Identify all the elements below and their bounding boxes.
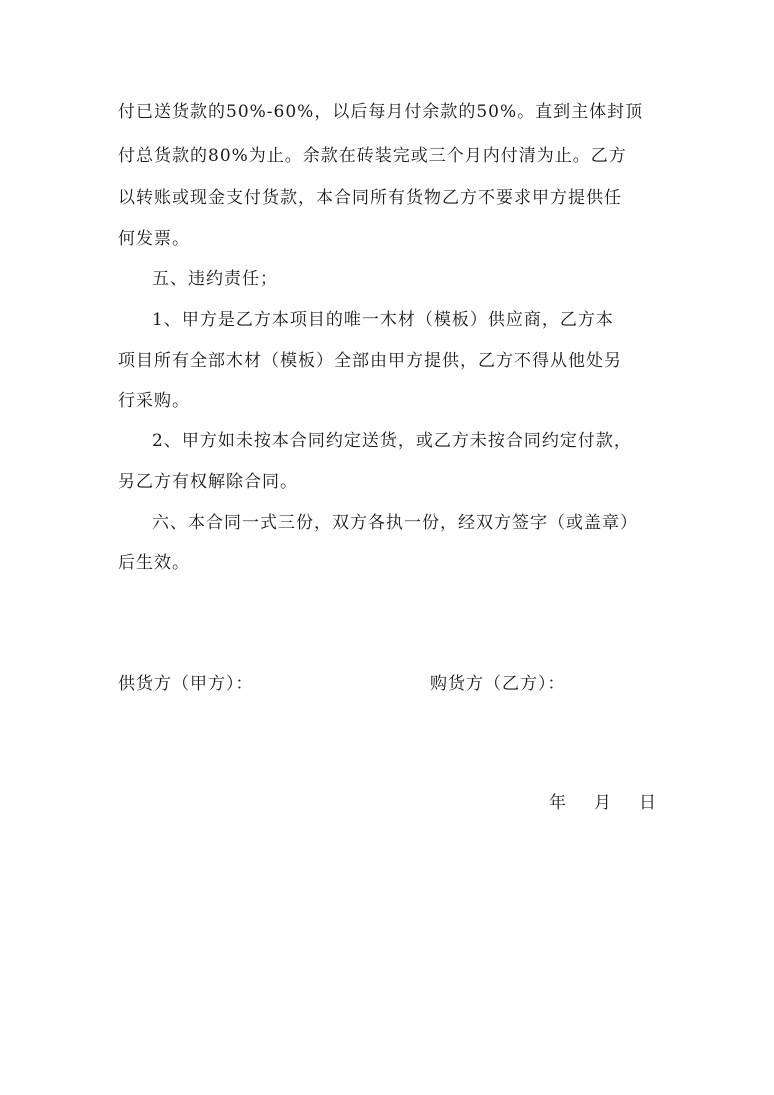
section-six-line-2: 后生效。 — [118, 553, 190, 573]
section-five-heading: 五、违约责任； — [152, 269, 278, 289]
payment-line-3: 以转账或现金支付货款，本合同所有货物乙方不要求甲方提供任 — [118, 188, 622, 208]
clause-2-line-1: 2、甲方如未按本合同约定送货，或乙方未按合同约定付款， — [152, 431, 632, 451]
supplier-signature-label: 供货方（甲方）： — [118, 674, 254, 694]
date-day: 日 — [639, 793, 656, 813]
clause-1-line-3: 行采购。 — [118, 391, 190, 411]
clause-1-line-1: 1、甲方是乙方本项目的唯一木材（模板）供应商，乙方本 — [152, 310, 614, 330]
payment-line-2: 付总货款的80%为止。余款在砖装完或三个月内付清为止。乙方 — [118, 146, 627, 166]
date-year: 年 — [549, 793, 566, 813]
buyer-signature-label: 购货方（乙方）： — [430, 674, 566, 694]
date-line — [549, 795, 656, 812]
clause-1-line-2: 项目所有全部木材（模板）全部由甲方提供，乙方不得从他处另 — [118, 351, 622, 371]
payment-line-4: 何发票。 — [118, 229, 190, 249]
clause-2-line-2: 另乙方有权解除合同。 — [118, 472, 298, 492]
payment-line-1: 付已送货款的50%-60%，以后每月付余款的50%。直到主体封顶 — [118, 102, 644, 122]
section-six-line-1: 六、本合同一式三份，双方各执一份，经双方签字（或盖章） — [152, 513, 638, 533]
date-month: 月 — [594, 793, 611, 813]
